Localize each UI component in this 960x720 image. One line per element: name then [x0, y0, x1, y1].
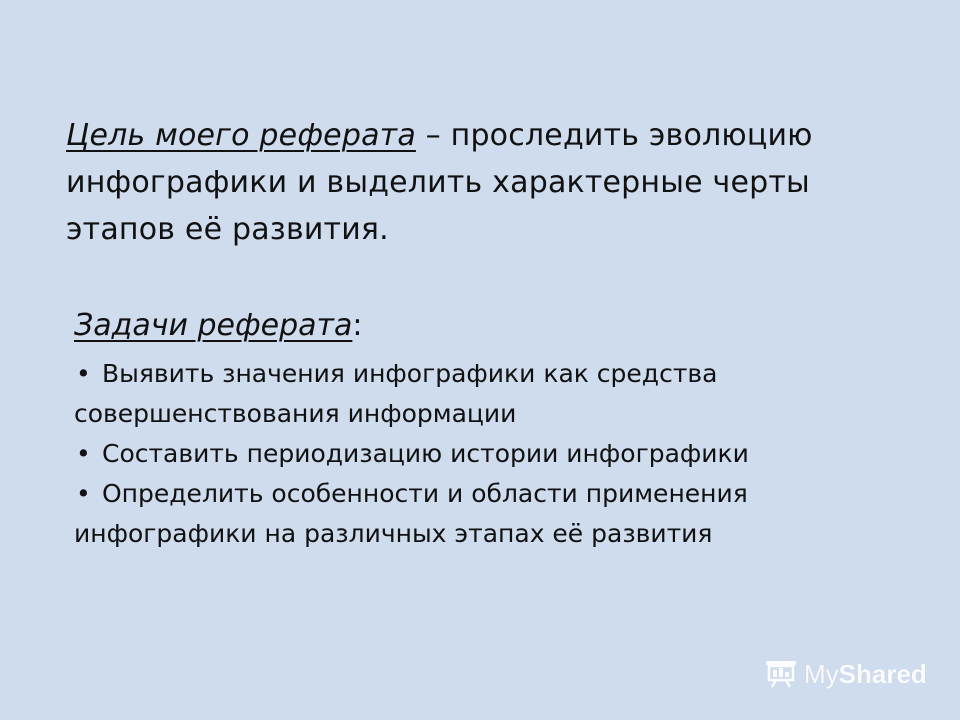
brand-name-part1: My: [804, 658, 839, 689]
bullet: •: [76, 479, 91, 508]
task-text: Составить периодизацию истории инфографики: [102, 439, 749, 468]
task-text: Определить особенности и области применения инфографики на различных этапах её развития: [74, 479, 748, 548]
myshared-watermark: [764, 656, 927, 692]
goal-text: проследить эволюцию инфографики и выделить характерные черты этапов её развития.: [66, 118, 813, 247]
goal-dash: –: [415, 118, 451, 153]
projector-screen-icon: [764, 659, 798, 689]
task-item: [74, 354, 904, 434]
bullet: •: [76, 359, 91, 388]
task-list: [74, 354, 904, 554]
tasks-heading: [74, 302, 904, 350]
tasks-heading-label: Задачи реферата: [74, 308, 353, 343]
tasks-section: [74, 302, 904, 554]
tasks-heading-colon: :: [352, 308, 363, 343]
goal-paragraph: [66, 112, 916, 253]
task-item: [74, 434, 904, 474]
goal-label: Цель моего реферата: [66, 118, 416, 153]
task-item: [74, 474, 904, 554]
brand-name-part2: Shared: [838, 658, 927, 689]
task-text: Выявить значения инфографики как средства совершенствования информации: [74, 359, 718, 428]
brand-name: [804, 659, 927, 690]
bullet: •: [76, 439, 91, 468]
